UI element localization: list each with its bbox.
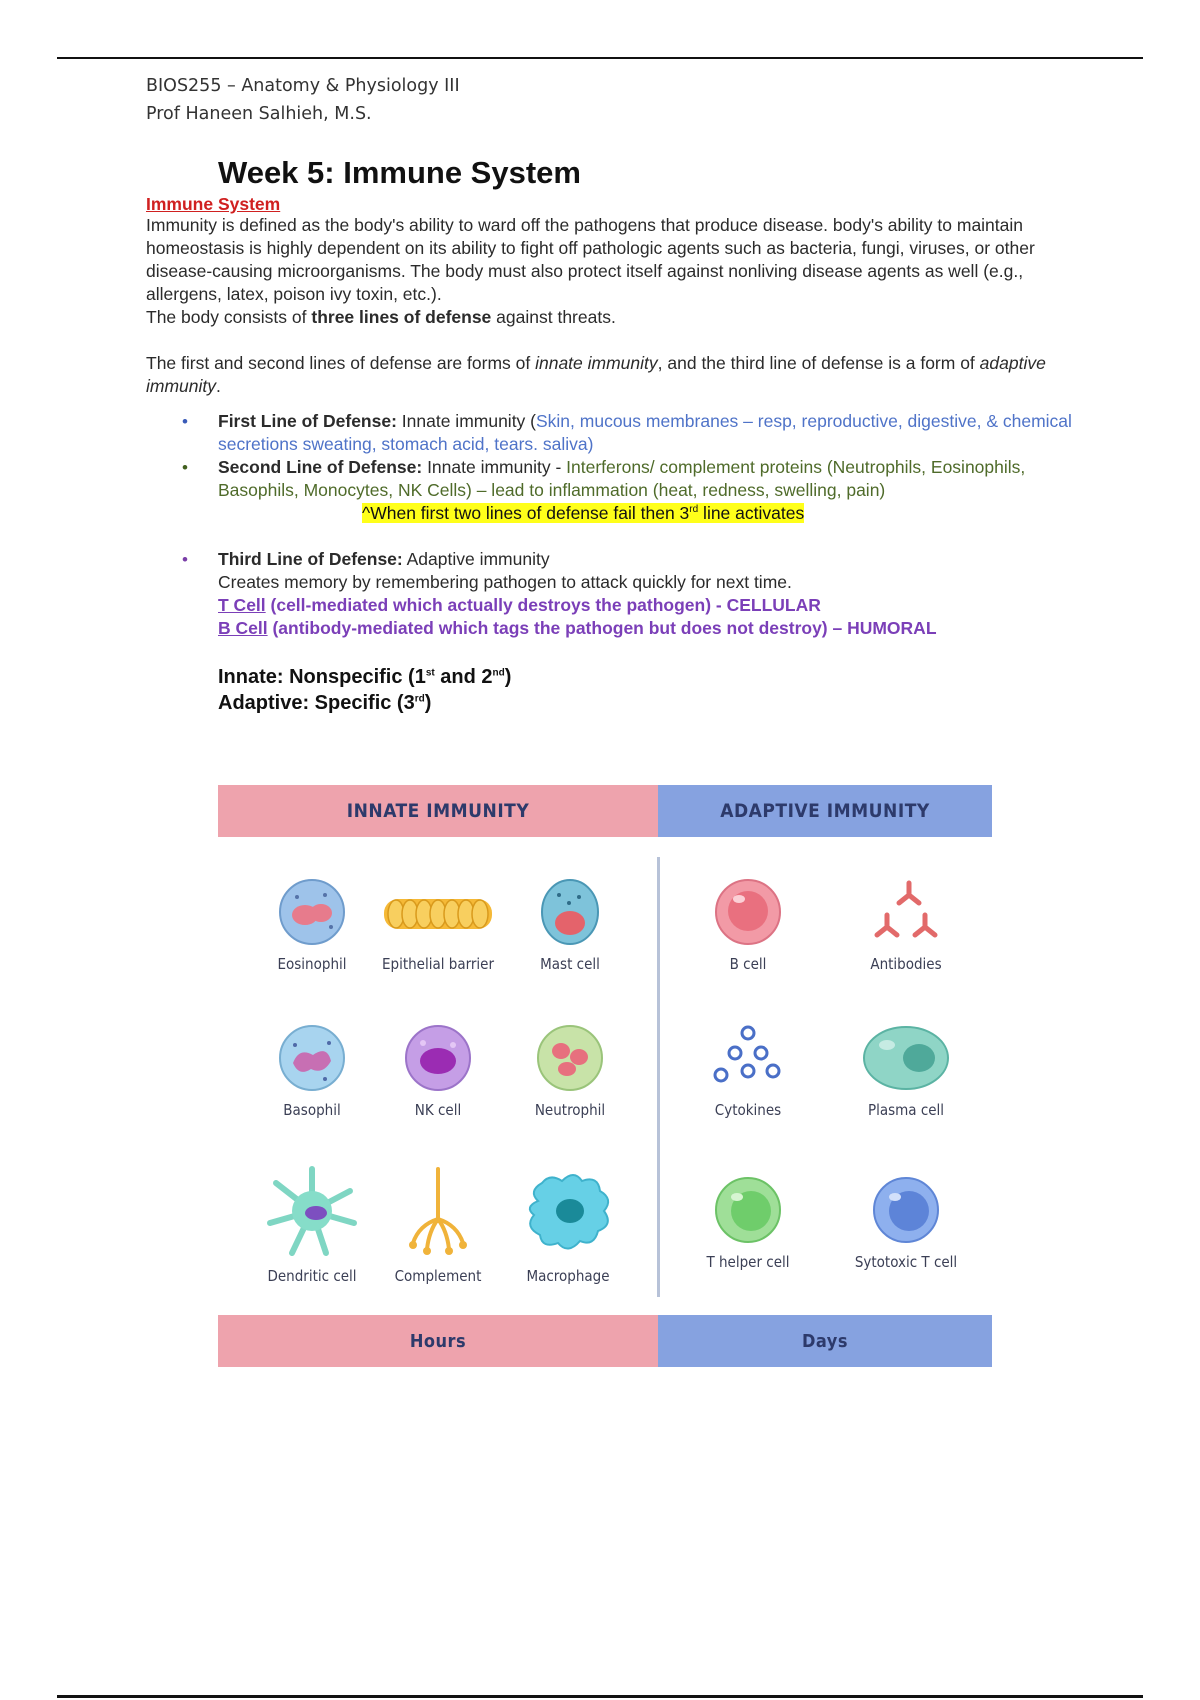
cell-label: Mast cell <box>540 955 600 973</box>
mast-cell <box>510 875 630 973</box>
cell-label: Cytokines <box>714 1101 782 1119</box>
neutrophil-cell <box>510 1021 630 1119</box>
innate-summary: Innate: Nonspecific (1st and 2nd) <box>218 666 512 688</box>
first-line-item: • First Line of Defense: Innate immunity (Skin, mucous membranes – resp, reproductive, digestive, & chemical secretions sweating, stomach acid, tears. saliva) <box>182 411 1072 454</box>
intro-paragraph: Immunity is defined as the body's ability to ward off the pathogens that produce disease. body's ability to maintain homeostasis is highly dependent on its ability to fight off pathologic agents such as bacteria, fungi, viruses, or other disease-causing microorganisms. The body must also protect itself against nonliving disease agents as well (e.g., allergens, latex, poison ivy toxin, etc.). <box>146 215 1035 304</box>
plasma-cell <box>846 1021 966 1119</box>
epithelial-barrier-icon <box>380 875 496 949</box>
t-helper-cell <box>688 1173 808 1271</box>
cell-label: T helper cell <box>706 1253 790 1271</box>
immunity-diagram <box>218 785 992 1367</box>
cell-label: Macrophage <box>526 1267 610 1285</box>
antibodies-icon <box>869 875 943 949</box>
cell-label: Epithelial barrier <box>381 955 495 973</box>
cytotoxic-t-cell-icon <box>869 1173 943 1247</box>
document-body <box>146 152 1086 716</box>
memory-text: Creates memory by remembering pathogen to attack quickly for next time. <box>218 572 792 592</box>
top-rule <box>57 57 1143 59</box>
plasma-cell-icon <box>861 1021 951 1095</box>
adaptive-summary: Adaptive: Specific (3rd) <box>218 692 432 714</box>
cell-label: Plasma cell <box>867 1101 945 1119</box>
specificity-summary <box>218 664 1086 716</box>
column-divider <box>657 857 660 1297</box>
cell-label: Eosinophil <box>277 955 347 973</box>
cell-label: Neutrophil <box>534 1101 606 1119</box>
bullet-icon: • <box>182 412 188 431</box>
complement-icon <box>401 1161 475 1261</box>
complement-cell <box>378 1161 498 1285</box>
cell-label: Dendritic cell <box>267 1267 357 1285</box>
defense-lines-list <box>146 410 1086 502</box>
cell-label: Complement <box>394 1267 482 1285</box>
basophil-icon <box>275 1021 349 1095</box>
macrophage-cell <box>508 1161 628 1285</box>
t-helper-cell-icon <box>711 1173 785 1247</box>
epithelial-barrier-cell <box>378 875 498 973</box>
antibodies-cell <box>846 875 966 973</box>
cell-label: Sytotoxic T cell <box>854 1253 958 1271</box>
second-line-item: • Second Line of Defense: Innate immunity - Interferons/ complement proteins (Neutrophils, Eosinophils, Basophils, Monocytes, NK Cells) – lead to inflammation (heat, redness, swelling, pain) <box>182 457 1026 500</box>
hours-band: Hours <box>218 1315 658 1367</box>
eosinophil-cell <box>252 875 372 973</box>
cell-label: Antibodies <box>870 955 942 973</box>
bullet-icon: • <box>182 458 188 477</box>
cell-label: NK cell <box>414 1101 462 1119</box>
third-line-item: • Third Line of Defense: Adaptive immunity Creates memory by remembering pathogen to attack quickly for next time. T Cell (cell-mediated which actually destroys the pathogen) - CELLULAR B Cell (antibody-mediated which tags the pathogen but does not destroy) – HUMORAL <box>182 549 937 638</box>
nk-cell <box>378 1021 498 1119</box>
neutrophil-icon <box>533 1021 607 1095</box>
nk-cell-icon <box>401 1021 475 1095</box>
eosinophil-icon <box>275 875 349 949</box>
cytokines-icon <box>711 1021 785 1095</box>
innate-header: INNATE IMMUNITY <box>218 785 658 837</box>
page-title: Week 5: Immune System <box>218 155 581 190</box>
b-cell-line: B Cell (antibody-mediated which tags the pathogen but does not destroy) – HUMORAL <box>218 618 937 638</box>
dendritic-cell-icon <box>262 1161 362 1261</box>
cell-label: Basophil <box>283 1101 341 1119</box>
professor-name: Prof Haneen Salhieh, M.S. <box>146 104 372 124</box>
b-cell <box>688 875 808 973</box>
section-title: Immune System <box>146 194 281 214</box>
cell-label: B cell <box>729 955 767 973</box>
third-line-list <box>146 548 1086 640</box>
document-header <box>146 72 460 128</box>
days-band: Days <box>658 1315 992 1367</box>
innate-adaptive-paragraph: The first and second lines of defense are forms of innate immunity, and the third line of defense is a form of adaptive immunity. <box>146 353 1046 396</box>
adaptive-header: ADAPTIVE IMMUNITY <box>658 785 992 837</box>
course-name: BIOS255 – Anatomy & Physiology III <box>146 76 460 96</box>
dendritic-cell <box>252 1161 372 1285</box>
basophil-cell <box>252 1021 372 1119</box>
mast-cell-icon <box>533 875 607 949</box>
bullet-icon: • <box>182 550 188 569</box>
b-cell-icon <box>711 875 785 949</box>
activation-note: ^When first two lines of defense fail then 3rd line activates <box>362 503 805 523</box>
bottom-rule <box>57 1695 1143 1698</box>
cytokines-cell <box>688 1021 808 1119</box>
t-cell-line: T Cell (cell-mediated which actually destroys the pathogen) - CELLULAR <box>218 595 821 615</box>
cytotoxic-t-cell <box>846 1173 966 1271</box>
lines-sentence: The body consists of three lines of defense against threats. <box>146 307 616 327</box>
macrophage-icon <box>518 1161 618 1261</box>
